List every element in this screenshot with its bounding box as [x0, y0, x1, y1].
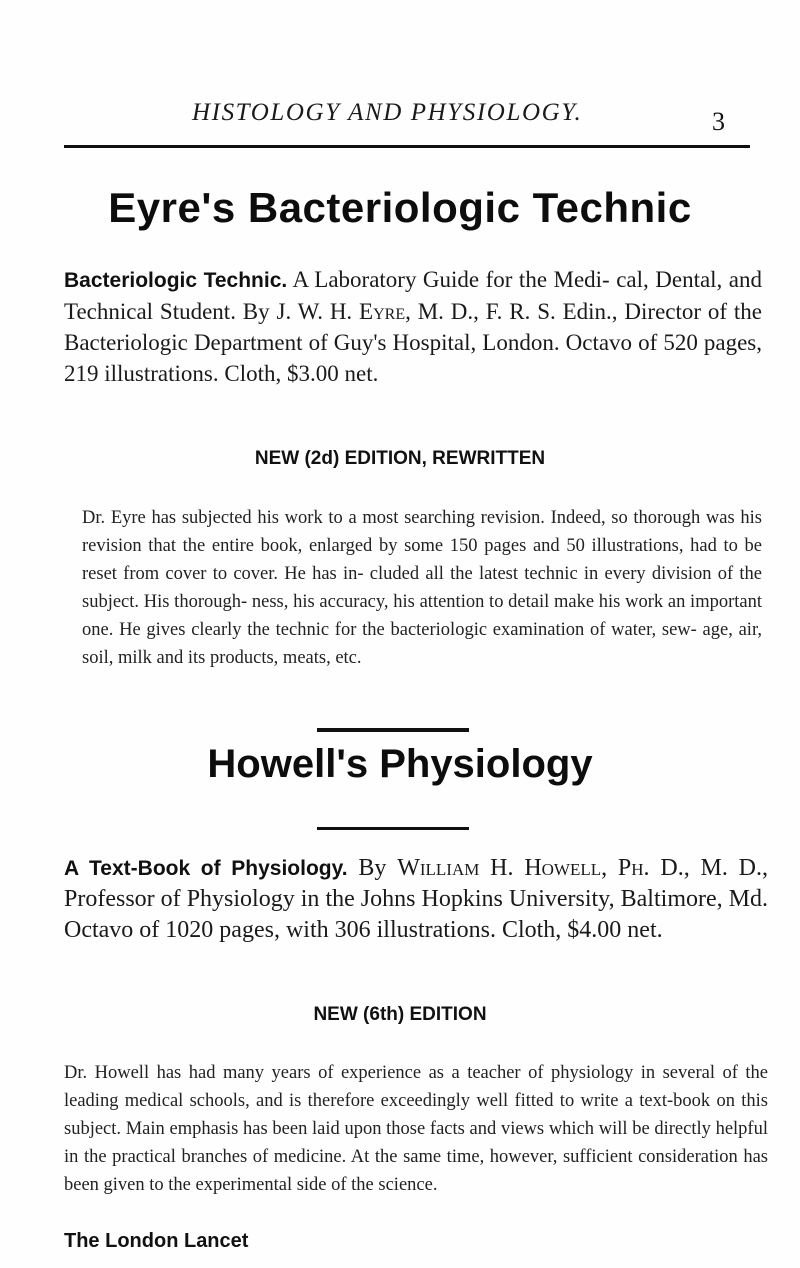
howell-heading: Howell's Physiology: [207, 742, 593, 786]
howell-entry: [64, 853, 768, 946]
page-number: 3: [712, 107, 725, 136]
section-divider-top: [317, 728, 469, 732]
eyre-desc-part-1: A Laboratory Guide for the Medi- cal, Dental, and Technical Student. By J. W. H.: [64, 267, 762, 324]
running-head-title: HISTOLOGY AND PHYSIOLOGY.: [192, 99, 583, 126]
howell-author: William H. Howell, Ph. D.: [397, 855, 684, 881]
eyre-edition: NEW (2d) EDITION, REWRITTEN: [254, 448, 546, 469]
section-divider-bottom: [317, 827, 469, 830]
howell-desc-part-2: , M. D., Professor of Physiology in the Johns Hopkins University, Baltimore, Md. Octavo of 1020 pages, with 306 illustrations. Cloth, $4.00 net.: [64, 855, 769, 943]
eyre-review: Dr. Eyre has subjected his work to a most searching revision. Indeed, so thorough was his revision that the entire book, enlarged by some 150 pages and 50 illustrations, had to be reset from cover to cover. He has in- cluded all the latest technic in every division of the subject. His thorough- ness, his accuracy, his attention to detail make his work an important one. He gives clearly the technic for the bacteriologic examination of water, sew- age, air, soil, milk and its products, meats, etc.: [82, 508, 762, 668]
howell-desc-part-1: By: [347, 855, 398, 881]
eyre-author: Eyre: [359, 299, 406, 324]
eyre-heading: Eyre's Bacteriologic Technic: [108, 184, 692, 231]
eyre-entry: [64, 264, 762, 389]
header-rule: [64, 145, 750, 148]
press-credit: The London Lancet: [64, 1230, 249, 1252]
eyre-book-title: Bacteriologic Technic.: [64, 269, 288, 292]
howell-review: Dr. Howell has had many years of experience as a teacher of physiology in several of the leading medical schools, and is therefore exceedingly well fitted to write a text-book on this subject. Main emphasis has been laid upon those facts and views which will be directly helpful in the practical branches of medicine. At the same time, however, sufficient consideration has been given to the experimental side of the science.: [64, 1063, 768, 1195]
eyre-desc-part-2: , M. D., F. R. S. Edin., Director of the Bacteriologic Department of Guy's Hospital, London. Octavo of 520 pages, 219 illustrations. Cloth, $3.00 net.: [64, 299, 763, 386]
running-head: [0, 93, 800, 136]
howell-book-title: A Text-Book of Physiology.: [64, 857, 348, 880]
howell-edition: NEW (6th) EDITION: [313, 1004, 487, 1025]
